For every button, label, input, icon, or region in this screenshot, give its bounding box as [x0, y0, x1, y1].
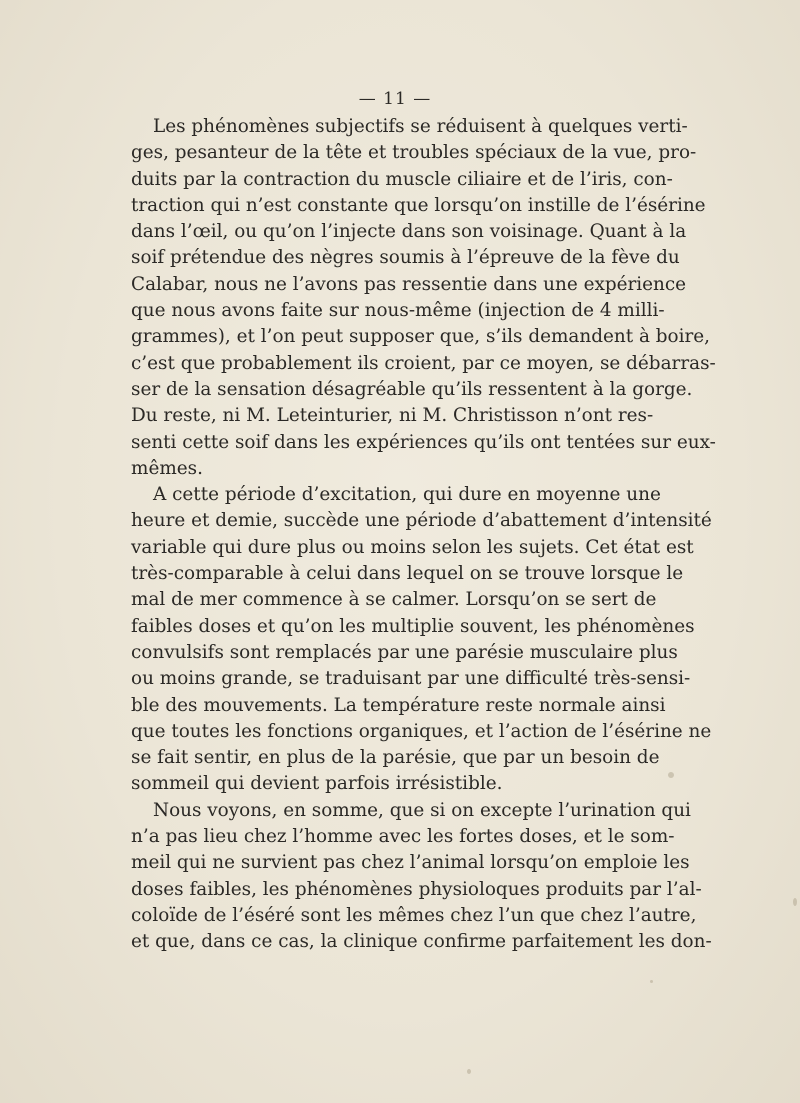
text-line: Les phénomènes subjectifs se réduisent à quelques verti- — [153, 116, 688, 137]
text-line: Nous voyons, en somme, que si on excepte l’urination qui — [153, 799, 691, 821]
paragraph-3 — [131, 798, 712, 956]
text-line: ble des mouvements. La température reste normale ainsi — [131, 694, 666, 716]
text-line: et que, dans ce cas, la clinique confirme parfaitement les don- — [131, 931, 712, 953]
text-line: Calabar, nous ne l’avons pas ressentie dans une expérience — [131, 273, 687, 295]
text-line: ou moins grande, se traduisant par une difficulté très-sensi- — [131, 668, 691, 690]
text-line: meil qui ne survient pas chez l’animal lorsqu’on emploie les — [131, 852, 690, 874]
text-line: mal de mer commence à se calmer. Lorsqu’on se sert de — [131, 589, 657, 611]
paragraph-2 — [131, 482, 712, 798]
text-line: se fait sentir, en plus de la parésie, que par un besoin de — [131, 747, 660, 769]
text-line: dans l’œil, ou qu’on l’injecte dans son voisinage. Quant à la — [131, 221, 687, 243]
text-line: très-comparable à celui dans lequel on se trouve lorsque le — [131, 563, 684, 585]
paper-speck — [793, 898, 797, 906]
text-line: ser de la sensation désagréable qu’ils ressentent à la gorge. — [131, 378, 693, 400]
text-line: duits par la contraction du muscle ciliaire et de l’iris, con- — [131, 168, 673, 190]
text-line: ges, pesanteur de la tête et troubles spéciaux de la vue, pro- — [131, 142, 697, 164]
text-line: heure et demie, succède une période d’abattement d’intensité — [131, 510, 712, 532]
text-line: coloïde de l’éséré sont les mêmes chez l’un que chez l’autre, — [131, 904, 697, 926]
body-text — [131, 114, 716, 956]
text-line: que toutes les fonctions organiques, et l’action de l’ésérine ne — [131, 720, 712, 742]
paper-speck — [467, 1069, 471, 1074]
text-line: senti cette soif dans les expériences qu’ils ont tentées sur eux- — [131, 431, 716, 453]
text-line: soif prétendue des nègres soumis à l’épreuve de la fève du — [131, 247, 680, 269]
text-line: doses faibles, les phénomènes physioloques produits par l’al- — [131, 878, 702, 900]
paper-speck — [668, 772, 674, 778]
text-line: sommeil qui devient parfois irrésistible. — [131, 773, 503, 795]
text-line: Du reste, ni M. Leteinturier, ni M. Christisson n’ont res- — [131, 405, 654, 427]
paper-speck — [650, 980, 653, 983]
text-line: variable qui dure plus ou moins selon les sujets. Cet état est — [131, 536, 694, 558]
page-number: — 11 — — [358, 89, 432, 109]
text-line: traction qui n’est constante que lorsqu’on instille de l’ésérine — [131, 194, 706, 216]
text-line: A cette période d’excitation, qui dure en moyenne une — [153, 484, 661, 506]
text-line: grammes), et l’on peut supposer que, s’ils demandent à boire, — [131, 326, 711, 348]
text-line: convulsifs sont remplacés par une parésie musculaire plus — [131, 641, 678, 663]
text-line: c’est que probablement ils croient, par ce moyen, se débarras- — [131, 352, 716, 374]
text-line: n’a pas lieu chez l’homme avec les fortes doses, et le som- — [131, 826, 675, 848]
text-line: mêmes. — [131, 457, 203, 479]
paragraph-1 — [131, 114, 716, 482]
text-line: que nous avons faite sur nous-même (injection de 4 milli- — [131, 300, 665, 322]
text-line: faibles doses et qu’on les multiplie souvent, les phénomènes — [131, 615, 695, 637]
